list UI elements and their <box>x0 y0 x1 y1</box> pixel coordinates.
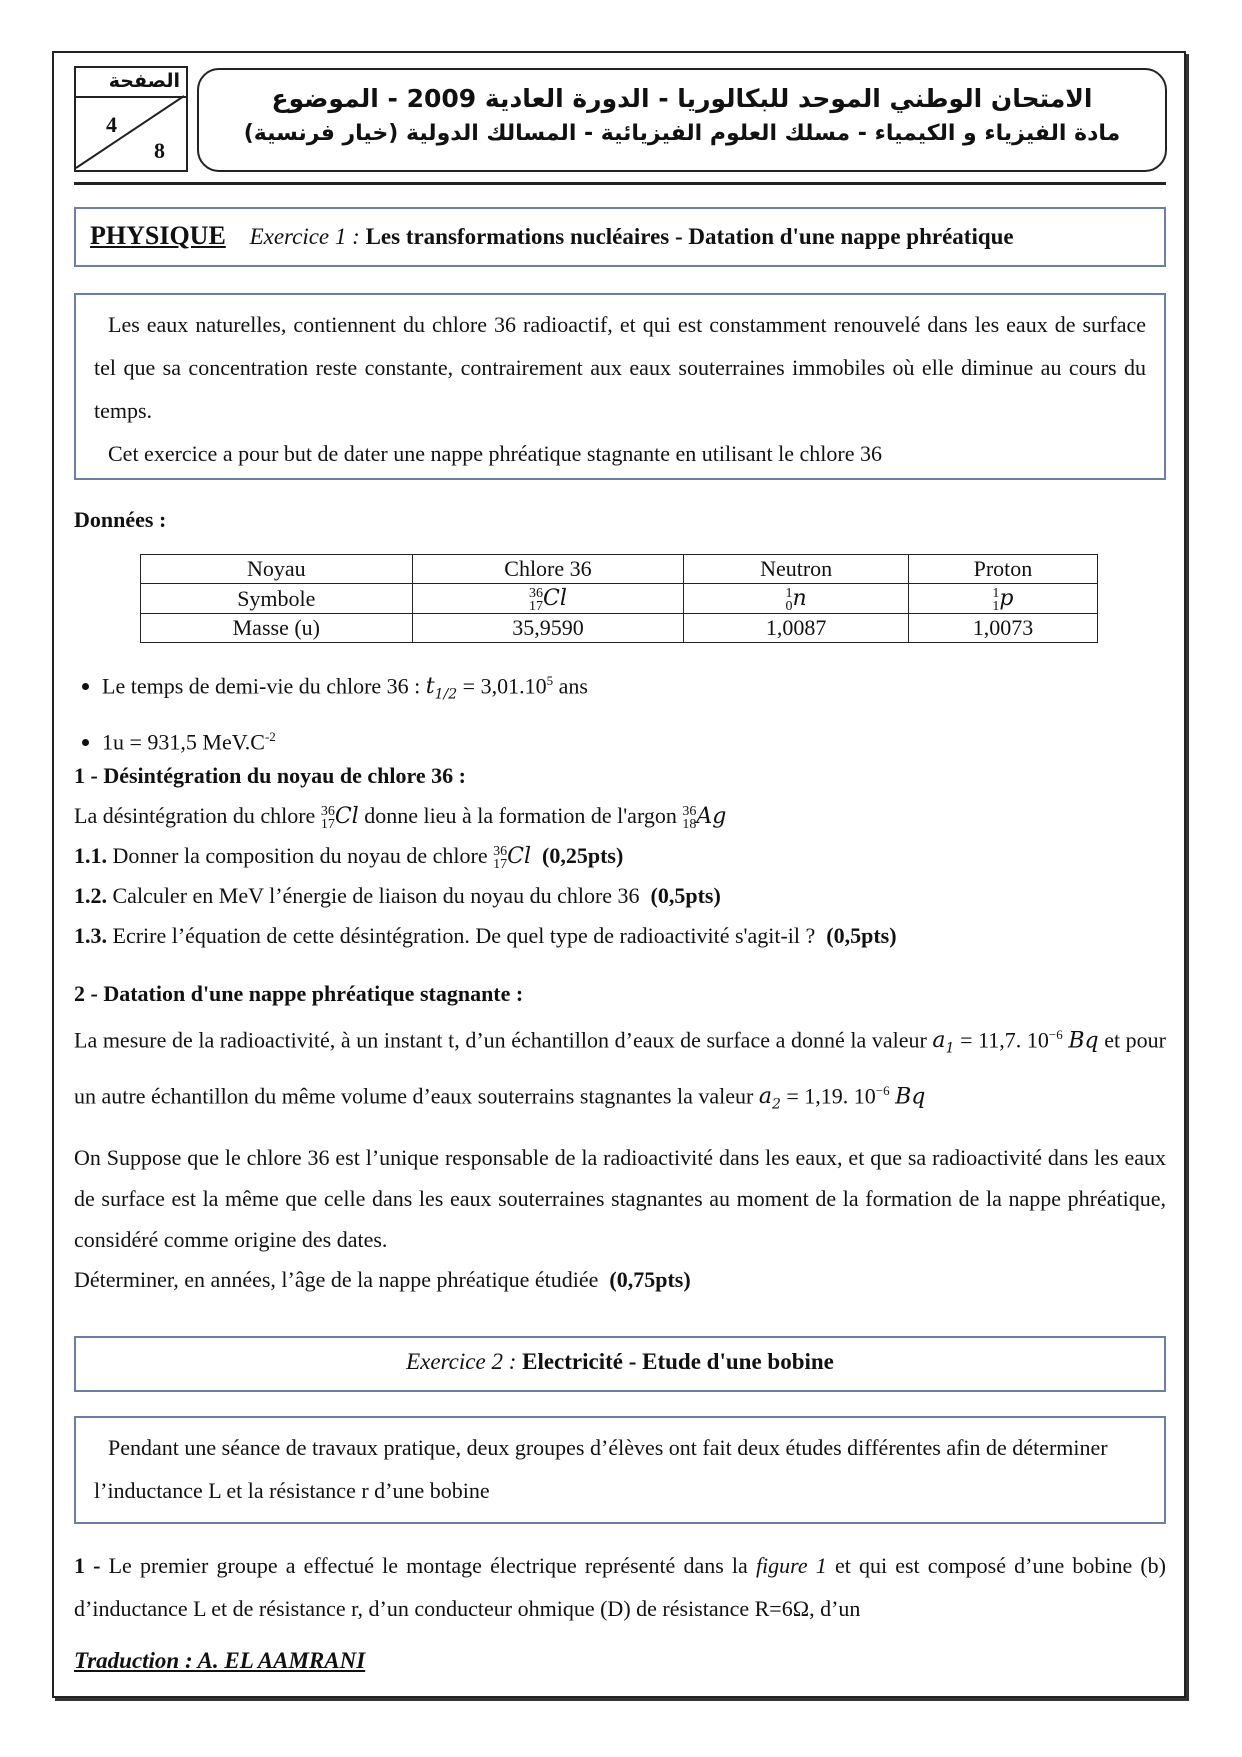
question-1-1: 1.1. Donner la composition du noyau de chlore 36 17 Cl (0,25pts) <box>74 843 624 872</box>
symbol-chlore: 36 17 Cl <box>412 584 684 614</box>
page-number-box <box>74 66 188 172</box>
exercise1-heading <box>74 207 1166 267</box>
page-box-diagonal <box>76 68 186 170</box>
table-row <box>141 584 1098 614</box>
subject-label: PHYSIQUE <box>90 221 226 250</box>
exercise2-heading <box>74 1336 1166 1392</box>
part2-question: Déterminer, en années, l’âge de la nappe phréatique étudiée (0,75pts) <box>74 1267 691 1292</box>
table-header: Chlore 36 <box>412 555 684 584</box>
data-bullets <box>74 660 588 763</box>
intro-paragraph2: Cet exercice a pour but de dater une nappe phréatique stagnante en utilisant le chlore 36 <box>108 441 882 466</box>
exercise1-intro <box>74 293 1166 480</box>
page-number: 4 <box>106 112 117 137</box>
exercise2-title: Electricité - Etude d'une bobine <box>522 1349 834 1374</box>
table-header: Proton <box>908 555 1097 584</box>
half-life-bullet: • Le temps de demi-vie du chlore 36 : $t_{1/2} = 3,01.10^5$ ans <box>102 660 588 716</box>
exam-title-line1: الامتحان الوطني الموحد للبكالوريا - الدورة العادية 2009 - الموضوع <box>271 84 1093 113</box>
exercise2-question1: 1 - Le premier groupe a effectué le montage électrique représenté dans la figure 1 et qui est composé d’une bobine (b) d’inductance L et de résistance r, d’un conducteur ohmique (D) de résistance R=6Ω, d’un <box>74 1553 1167 1621</box>
donnees-label: Données : <box>74 507 167 532</box>
exercise1-label: Exercice 1 : <box>249 224 360 249</box>
mass-value: 1,0073 <box>908 614 1097 643</box>
symbol-proton: 1 1 p <box>908 584 1097 614</box>
part2-title: 2 - Datation d'une nappe phréatique stagnante : <box>74 981 524 1006</box>
symbol-label: Symbole <box>141 584 413 614</box>
part1-title: 1 - Désintégration du noyau de chlore 36 : <box>74 763 466 788</box>
intro-paragraph1: Les eaux naturelles, contiennent du chlore 36 radioactif, et qui est constamment renouvelé dans les eaux de surface tel que sa concentration reste constante, contrairement aux eaux souterraines immobiles où elle diminue au cours du temps. <box>94 312 1146 423</box>
mass-label: Masse (u) <box>141 614 413 643</box>
question-1-2: 1.2. Calculer en MeV l’énergie de liaison du noyau du chlore 36 (0,5pts) <box>74 883 721 908</box>
mass-value: 1,0087 <box>684 614 909 643</box>
exercise2-intro: Pendant une séance de travaux pratique, deux groupes d’élèves ont fait deux études différentes afin de déterminer l’inductance L et la résistance r d’une bobine <box>74 1416 1166 1524</box>
page-total: 8 <box>154 138 165 163</box>
table-row <box>141 555 1098 584</box>
part2-paragraph2: On Suppose que le chlore 36 est l’unique responsable de la radioactivité dans les eaux, et que sa radioactivité dans les eaux de surface est la même que celle dans les eaux souterraines stagnantes au moment de la formation de la nappe phréatique, considéré comme origine des dates. <box>74 1145 1166 1252</box>
question-1-3: 1.3. Ecrire l’équation de cette désintégration. De quel type de radioactivité s'agit-il ? (0,5pts) <box>74 923 897 948</box>
translation-credit: Traduction : A. EL AAMRANI <box>74 1648 366 1673</box>
table-header: Noyau <box>141 555 413 584</box>
unit-bullet: • 1u = 931,5 $MeV.C^{-2}$ <box>102 716 588 763</box>
symbol-neutron: 1 0 n <box>684 584 909 614</box>
mass-value: 35,9590 <box>412 614 684 643</box>
table-header: Neutron <box>684 555 909 584</box>
exercise1-title: Les transformations nucléaires - Datation d'une nappe phréatique <box>365 224 1014 249</box>
exercise2-label: Exercice 2 : <box>406 1349 517 1374</box>
exam-title-line2: مادة الفيزياء و الكيمياء - مسلك العلوم الفيزيائية - المسالك الدولية (خيار فرنسية) <box>243 121 1121 146</box>
part2-paragraph1: La mesure de la radioactivité, à un instant t, d’un échantillon d’eaux de surface a donné la valeur $a_1 = 11,7$. $10^{-6}$ Bq et pour un autre échantillon du même volume d’eaux souterrains stagnantes la valeur $a_2 = 1,19$. $10^{-6}$ Bq <box>74 1027 1166 1113</box>
table-row <box>141 614 1098 643</box>
part1-intro: La désintégration du chlore 36 17 Cl donne lieu à la formation de l'argon 36 18 Ag <box>74 803 727 832</box>
page-label: الصفحة <box>108 70 180 92</box>
header-divider <box>74 182 1166 185</box>
data-table <box>140 554 1098 643</box>
exam-title-box <box>197 68 1167 172</box>
